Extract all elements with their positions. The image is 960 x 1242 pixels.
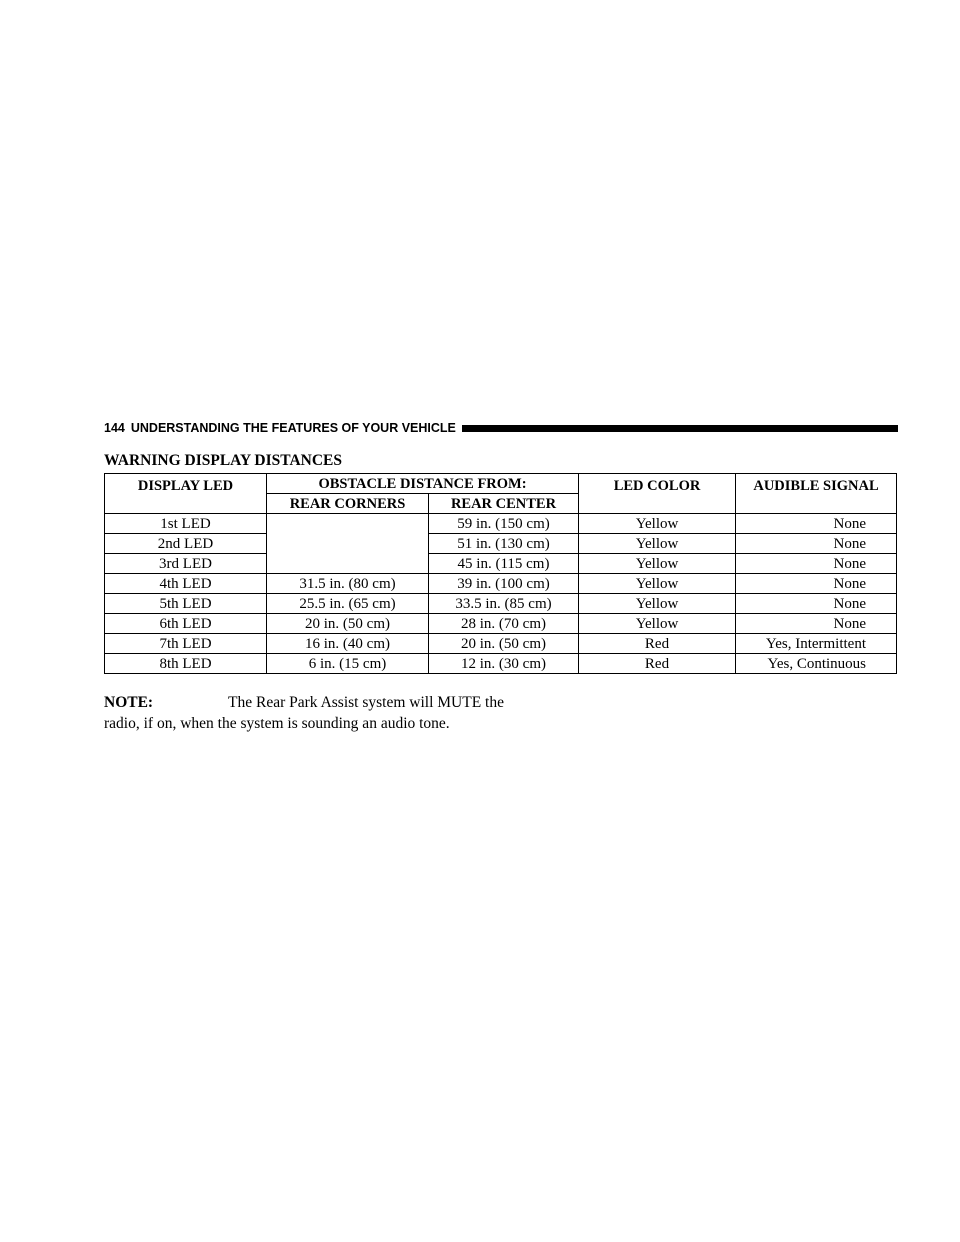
cell-display-led: 7th LED [105, 634, 267, 654]
header-rule [462, 425, 898, 432]
cell-audible-signal: None [736, 574, 897, 594]
table-row [105, 594, 897, 614]
cell-rear-center: 51 in. (130 cm) [429, 534, 579, 554]
cell-audible-signal: None [736, 594, 897, 614]
cell-led-color: Red [579, 654, 736, 674]
cell-rear-corners: 20 in. (50 cm) [267, 614, 429, 634]
cell-audible-signal: None [736, 534, 897, 554]
cell-led-color: Yellow [579, 554, 736, 574]
header-rear-corners: REAR CORNERS [267, 494, 429, 514]
header-audible-signal: AUDIBLE SIGNAL [736, 474, 897, 514]
page-number: 144 [104, 421, 125, 435]
header-led-color: LED COLOR [579, 474, 736, 514]
cell-audible-signal: Yes, Continuous [736, 654, 897, 674]
cell-rear-corners-empty [267, 514, 429, 574]
note-text-line-2: radio, if on, when the system is sounding an audio tone. [104, 715, 450, 732]
cell-rear-corners: 16 in. (40 cm) [267, 634, 429, 654]
doc-title: WARNING DISPLAY DISTANCES [104, 452, 343, 469]
table-row [105, 654, 897, 674]
cell-rear-corners: 31.5 in. (80 cm) [267, 574, 429, 594]
cell-display-led: 4th LED [105, 574, 267, 594]
cell-rear-corners: 6 in. (15 cm) [267, 654, 429, 674]
cell-display-led: 8th LED [105, 654, 267, 674]
header-rear-center: REAR CENTER [429, 494, 579, 514]
cell-rear-corners: 25.5 in. (65 cm) [267, 594, 429, 614]
table-row [105, 554, 897, 574]
table-header [105, 474, 897, 514]
cell-display-led: 6th LED [105, 614, 267, 634]
table-row [105, 634, 897, 654]
cell-rear-center: 20 in. (50 cm) [429, 634, 579, 654]
cell-rear-center: 59 in. (150 cm) [429, 514, 579, 534]
cell-rear-center: 45 in. (115 cm) [429, 554, 579, 574]
cell-led-color: Yellow [579, 534, 736, 554]
cell-rear-center: 39 in. (100 cm) [429, 574, 579, 594]
section-title: UNDERSTANDING THE FEATURES OF YOUR VEHICLE [130, 421, 456, 435]
cell-rear-center: 28 in. (70 cm) [429, 614, 579, 634]
note-line-1 [104, 692, 504, 713]
note-paragraph [104, 692, 504, 734]
cell-led-color: Yellow [579, 594, 736, 614]
cell-rear-center: 12 in. (30 cm) [429, 654, 579, 674]
cell-audible-signal: Yes, Intermittent [736, 634, 897, 654]
table-row [105, 534, 897, 554]
cell-display-led: 5th LED [105, 594, 267, 614]
cell-audible-signal: None [736, 614, 897, 634]
cell-led-color: Yellow [579, 574, 736, 594]
cell-led-color: Yellow [579, 514, 736, 534]
table-body [105, 514, 897, 674]
table-row [105, 614, 897, 634]
cell-audible-signal: None [736, 554, 897, 574]
cell-led-color: Yellow [579, 614, 736, 634]
note-label: NOTE: [104, 694, 154, 711]
warning-distance-table [104, 473, 897, 674]
cell-display-led: 2nd LED [105, 534, 267, 554]
cell-rear-center: 33.5 in. (85 cm) [429, 594, 579, 614]
page-header [104, 420, 898, 436]
note-text-line-1: The Rear Park Assist system will MUTE the [228, 694, 504, 711]
header-obstacle-distance: OBSTACLE DISTANCE FROM: [267, 474, 579, 494]
cell-display-led: 3rd LED [105, 554, 267, 574]
header-display-led: DISPLAY LED [105, 474, 267, 514]
cell-audible-signal: None [736, 514, 897, 534]
table-row [105, 574, 897, 594]
table-row [105, 514, 897, 534]
cell-display-led: 1st LED [105, 514, 267, 534]
cell-led-color: Red [579, 634, 736, 654]
